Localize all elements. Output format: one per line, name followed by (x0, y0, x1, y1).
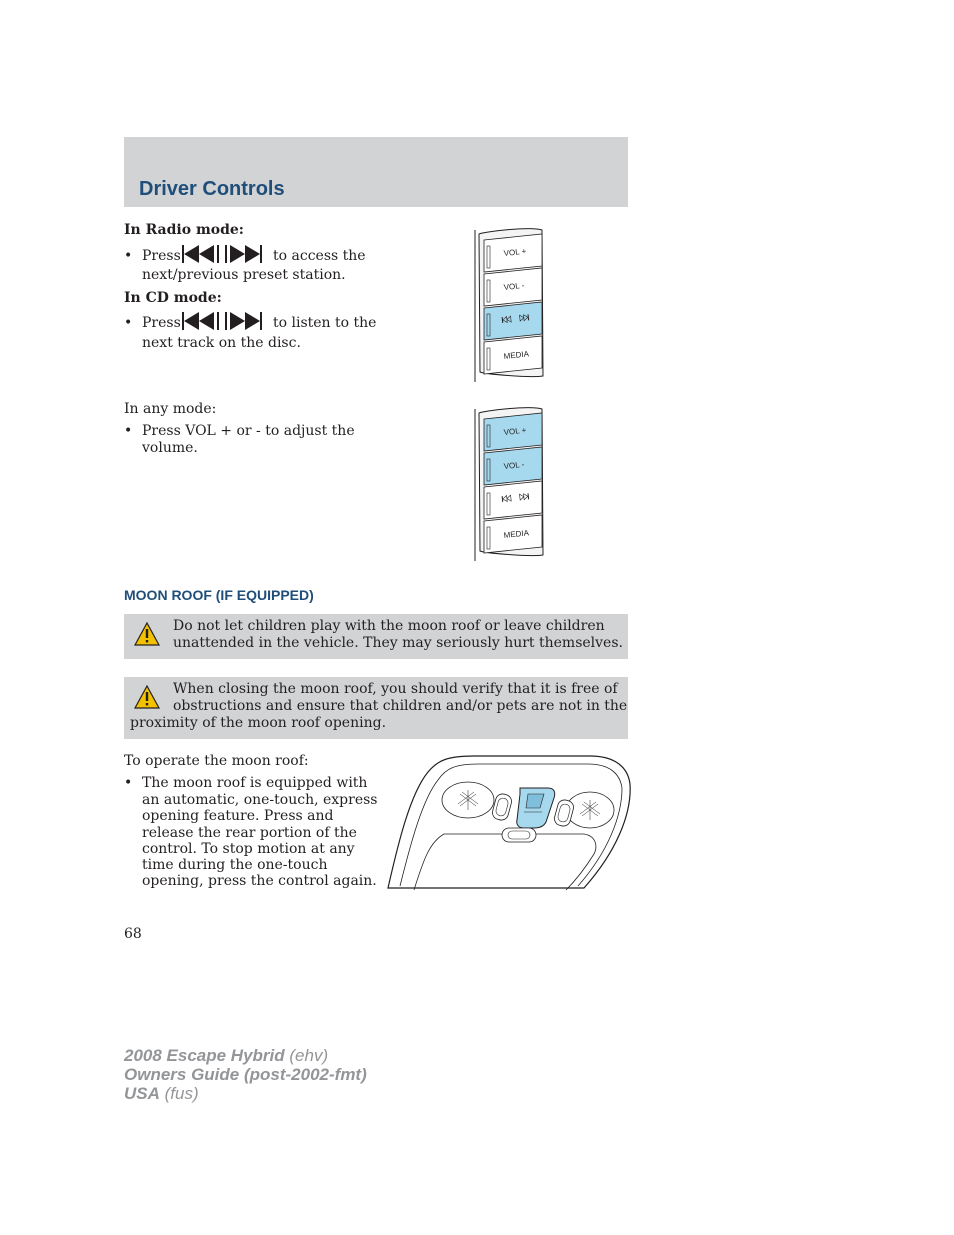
moon-roof-bullet-line: an automatic, one-touch, express (142, 792, 378, 808)
radio-press-label: Press (142, 248, 181, 264)
vol-minus-label: VOL - (503, 459, 525, 471)
next-track-icon (225, 312, 262, 330)
vol-plus-label: VOL + (503, 425, 527, 437)
moon-roof-intro: To operate the moon roof: (124, 753, 309, 769)
radio-bullet-line2: next/previous preset station. (142, 267, 346, 283)
moon-roof-bullet-line: time during the one-touch (142, 857, 328, 873)
warning2-line1: When closing the moon roof, you should verify that it is free of (173, 681, 618, 697)
warning1-line2: unattended in the vehicle. They may seriously hurt themselves. (173, 635, 623, 651)
footer-model: 2008 Escape Hybrid (124, 1046, 285, 1065)
any-mode-bullet-line2: volume. (142, 440, 198, 456)
moon-roof-bullet-line: The moon roof is equipped with (142, 775, 368, 791)
warning-triangle-icon (134, 622, 160, 646)
media-label: MEDIA (503, 528, 530, 540)
page-number: 68 (124, 926, 142, 942)
bullet-marker: • (124, 315, 133, 331)
footer-market-code: (fus) (164, 1084, 199, 1103)
previous-track-icon (182, 245, 219, 263)
media-label: MEDIA (503, 349, 530, 361)
any-mode-bullet-line1: Press VOL + or - to adjust the (142, 423, 355, 439)
next-track-icon (225, 245, 262, 263)
warning-triangle-icon (134, 685, 160, 709)
previous-track-icon (182, 312, 219, 330)
moon-roof-bullet-line: release the rear portion of the (142, 825, 357, 841)
bullet-marker: • (124, 775, 133, 791)
seek-buttons-icon (181, 312, 263, 330)
overhead-console-moon-roof-illustration (384, 754, 632, 896)
moon-roof-bullet-line: control. To stop motion at any (142, 841, 355, 857)
steering-audio-controls-illustration-seek (470, 228, 550, 384)
any-mode-intro: In any mode: (124, 401, 217, 417)
cd-press-label: Press (142, 315, 181, 331)
moon-roof-heading: MOON ROOF (IF EQUIPPED) (124, 587, 314, 603)
moon-roof-bullet-line: opening feature. Press and (142, 808, 334, 824)
warning-box-children (124, 614, 628, 659)
warning2-line2: obstructions and ensure that children and/or pets are not in the (173, 698, 628, 714)
steering-audio-controls-illustration-volume (470, 407, 550, 563)
bullet-marker: • (124, 423, 133, 439)
warning-box-obstructions (124, 677, 628, 739)
document-footer (124, 1046, 367, 1103)
seek-buttons-icon (181, 245, 263, 263)
cd-mode-heading: In CD mode: (124, 290, 222, 306)
radio-mode-heading: In Radio mode: (124, 222, 244, 238)
footer-market: USA (124, 1084, 160, 1103)
radio-bullet-suffix: to access the (273, 248, 366, 264)
warning2-line3: proximity of the moon roof opening. (130, 715, 387, 731)
warning1-line1: Do not let children play with the moon roof or leave children (173, 618, 605, 634)
vol-plus-label: VOL + (503, 246, 527, 258)
footer-model-code: (ehv) (289, 1046, 329, 1065)
bullet-marker: • (124, 248, 133, 264)
vol-minus-label: VOL - (503, 280, 525, 292)
moon-roof-bullet-line: opening, press the control again. (142, 873, 377, 889)
cd-bullet-suffix: to listen to the (273, 315, 377, 331)
section-title: Driver Controls (139, 178, 285, 200)
cd-bullet-line2: next track on the disc. (142, 335, 301, 351)
footer-guide: Owners Guide (post-2002-fmt) (124, 1065, 367, 1084)
